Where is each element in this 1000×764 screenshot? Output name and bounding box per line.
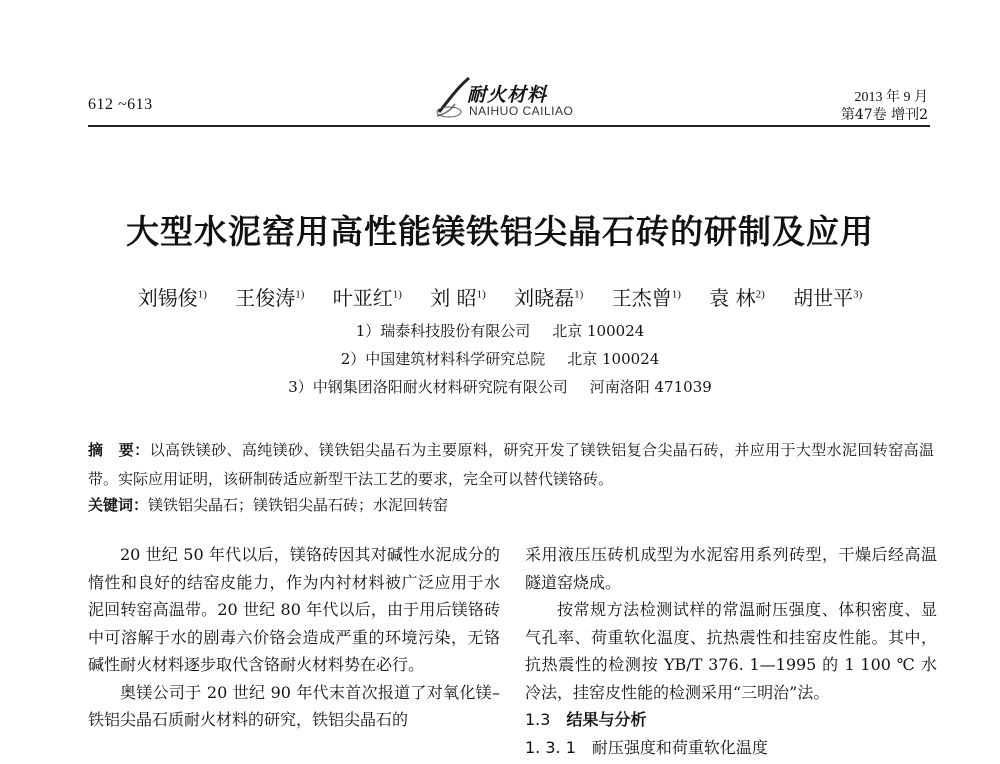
section-heading: 1.3 结果与分析 (525, 710, 647, 729)
author: 王俊涛$^{1)}$ (235, 286, 305, 310)
author: 胡世平$^{3)}$ (793, 286, 863, 310)
abstract (88, 436, 934, 494)
affiliation: 3）中钢集团洛阳耐火材料研究院有限公司 河南洛阳 471039 (288, 378, 712, 396)
paragraph: 奥镁公司于 20 世纪 90 年代末首次报道了对氧化镁–铁铝尖晶石质耐火材料的研究，铁铝尖晶石的 (88, 682, 500, 729)
page-range: 612 ~613 (88, 96, 153, 113)
keywords-label: 关键词： (88, 496, 149, 514)
paragraph: 采用液压压砖机成型为水泥窑用系列砖型，干燥后经高温隧道窑烧成。 (525, 545, 937, 592)
author-list (0, 282, 1000, 311)
paragraph: 20 世纪 50 年代以后，镁铬砖因其对碱性水泥成分的惰性和良好的结窑皮能力，作为内衬材料被广泛应用于水泥回转窑高温带。20 世纪 80 年代以后，由于用后镁铬砖中可溶解于水的剧毒六价铬会造成严重的环境污染，无铬碱性耐火材料逐步取代含铬耐火材料势在必行。 (88, 545, 500, 674)
subsection-heading: 1. 3. 1 耐压强度和荷重软化温度 (525, 737, 768, 757)
author: 刘 昭$^{1)}$ (430, 286, 486, 310)
journal-name-en: NAIHUO CAILIAO (469, 104, 574, 118)
keywords-text: 镁铁铝尖晶石；镁铁铝尖晶石砖；水泥回转窑 (148, 496, 449, 514)
journal-name-cn: 耐火材料 (467, 84, 548, 106)
paper-title: 大型水泥窑用高性能镁铁铝尖晶石砖的研制及应用 (126, 212, 874, 251)
author: 王杰曾$^{1)}$ (611, 286, 681, 310)
author: 刘锡俊$^{1)}$ (137, 286, 207, 310)
body-column-right (525, 541, 937, 761)
body-column-left (88, 541, 500, 734)
author: 袁 林$^{2)}$ (709, 286, 765, 310)
issue-volume: 第47卷 增刊2 (840, 107, 928, 123)
header-divider (88, 125, 930, 127)
author: 刘晓磊$^{1)}$ (514, 286, 584, 310)
journal-logo (445, 74, 595, 124)
affiliation: 1）瑞泰科技股份有限公司 北京 100024 (355, 322, 645, 340)
issue-date: 2013 年 9 月 (854, 90, 928, 105)
affiliation: 2）中国建筑材料科学研究总院 北京 100024 (340, 350, 660, 368)
paragraph: 按常规方法检测试样的常温耐压强度、体积密度、显气孔率、荷重软化温度、抗热震性和挂窑皮性能。其中，抗热震性的检测按 YB/T 376. 1—1995 的 1 100 ℃ 水冷法，挂窑皮性能的检测采用“三明治”法。 (525, 600, 937, 702)
author: 叶亚红$^{1)}$ (332, 286, 402, 310)
keywords (88, 494, 934, 515)
abstract-text: 以高铁镁砂、高纯镁砂、镁铁铝尖晶石为主要原料，研究开发了镁铁铝复合尖晶石砖，并应用于大型水泥回转窑高温带。实际应用证明，该研制砖适应新型干法工艺的要求，完全可以替代镁铬砖。 (88, 441, 934, 488)
abstract-label: 摘 要： (88, 441, 150, 459)
